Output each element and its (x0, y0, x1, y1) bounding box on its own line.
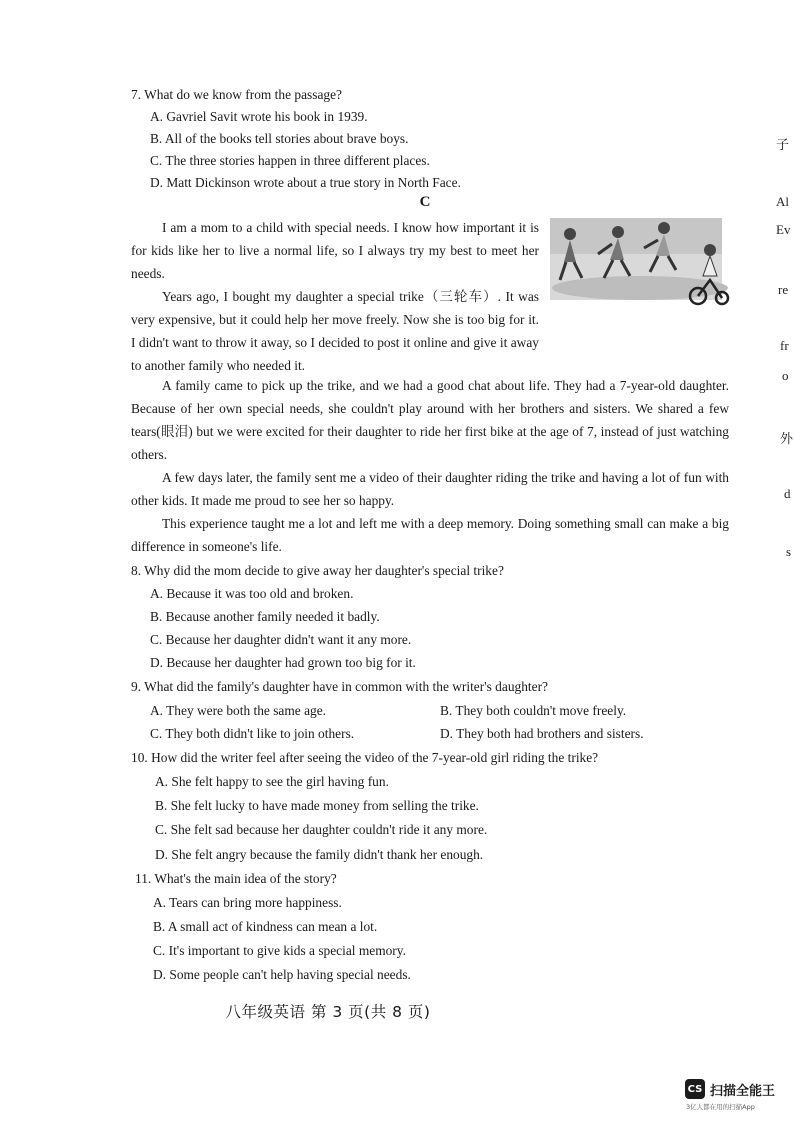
scanner-tagline: 3亿人都在用的扫描App (686, 1103, 755, 1111)
side-fragment: Ev (776, 222, 791, 237)
q10-option-d: D. She felt angry because the family didn't thank her enough. (155, 847, 484, 862)
scanner-name: 扫描全能王 (710, 1083, 776, 1099)
scanner-logo (685, 1079, 775, 1099)
q11-option-c: C. It's important to give kids a special memory. (153, 943, 406, 958)
q10-option-a: A. She felt happy to see the girl having fun. (155, 774, 389, 789)
passage-heading: C (419, 194, 431, 210)
q11-option-b: B. A small act of kindness can mean a lot. (153, 919, 378, 934)
side-fragment: fr (780, 338, 789, 353)
q7-option-b: B. All of the books tell stories about brave boys. (150, 131, 409, 146)
q9-question: 9. What did the family's daughter have in common with the writer's daughter? (131, 679, 548, 694)
side-fragment: 子 (776, 137, 790, 152)
q9-option-a: A. They were both the same age. (150, 703, 327, 718)
q8-option-d: D. Because her daughter had grown too big for it. (150, 655, 416, 670)
q11-question: 11. What's the main idea of the story? (135, 871, 337, 886)
q7-option-c: C. The three stories happen in three different places. (150, 153, 430, 168)
q7-option-a: A. Gavriel Savit wrote his book in 1939. (150, 109, 368, 124)
q10-option-b: B. She felt lucky to have made money from selling the trike. (155, 798, 479, 813)
q11-option-d: D. Some people can't help having special needs. (153, 967, 411, 982)
q9-option-c: C. They both didn't like to join others. (150, 726, 355, 741)
passage-paragraph-3: A family came to pick up the trike, and we had a good chat about life. They had a 7-year-old daughter. Because of her own special needs, she couldn't play around with her brothers and sisters. We shared a few tears(眼泪) but we were excited for their daughter to ride her first bike at the age of 7, instead of just watching others. (131, 378, 729, 462)
side-fragment: Al (776, 194, 789, 209)
cs-badge-icon: CS (685, 1079, 705, 1099)
paragraph-2-text: Years ago, I bought my daughter a special trike（三轮车）. It was very expensive, but it could help her move freely. Now she is too big for it. I didn't want to throw it away, so I decided to post it online and give it away to another family who needed it. (131, 289, 539, 373)
q7-question: 7. What do we know from the passage? (131, 87, 342, 102)
side-fragment: 外 (780, 431, 794, 446)
q9-option-b: B. They both couldn't move freely. (440, 703, 627, 718)
q7-option-d: D. Matt Dickinson wrote about a true story in North Face. (150, 175, 461, 190)
q10-question: 10. How did the writer feel after seeing the video of the 7-year-old girl riding the trike? (131, 750, 599, 765)
q10-option-c: C. She felt sad because her daughter couldn't ride it any more. (155, 822, 488, 837)
side-fragment: s (786, 544, 792, 559)
passage-paragraph-2 (131, 285, 729, 377)
passage-paragraph-1: I am a mom to a child with special needs. I know how important it is for kids like her to live a normal life, so I always try my best to meet her needs. (131, 220, 539, 281)
side-fragment: d (784, 486, 791, 501)
page-footer: 八年级英语 第 3 页(共 8 页) (225, 1003, 431, 1021)
passage-paragraph-4: A few days later, the family sent me a video of their daughter riding the trike and having a lot of fun with other kids. It made me proud to see her so happy. (131, 470, 729, 508)
q8-option-b: B. Because another family needed it badly. (150, 609, 380, 624)
q8-option-a: A. Because it was too old and broken. (150, 586, 354, 601)
q8-question: 8. Why did the mom decide to give away her daughter's special trike? (131, 563, 504, 578)
side-fragment: re (778, 282, 789, 297)
passage-paragraph-5: This experience taught me a lot and left me with a deep memory. Doing something small can make a big difference in someone's life. (131, 516, 729, 554)
q9-option-d: D. They both had brothers and sisters. (440, 726, 644, 741)
q11-option-a: A. Tears can bring more happiness. (153, 895, 342, 910)
q8-option-c: C. Because her daughter didn't want it any more. (150, 632, 412, 647)
side-fragment: o (782, 368, 789, 383)
